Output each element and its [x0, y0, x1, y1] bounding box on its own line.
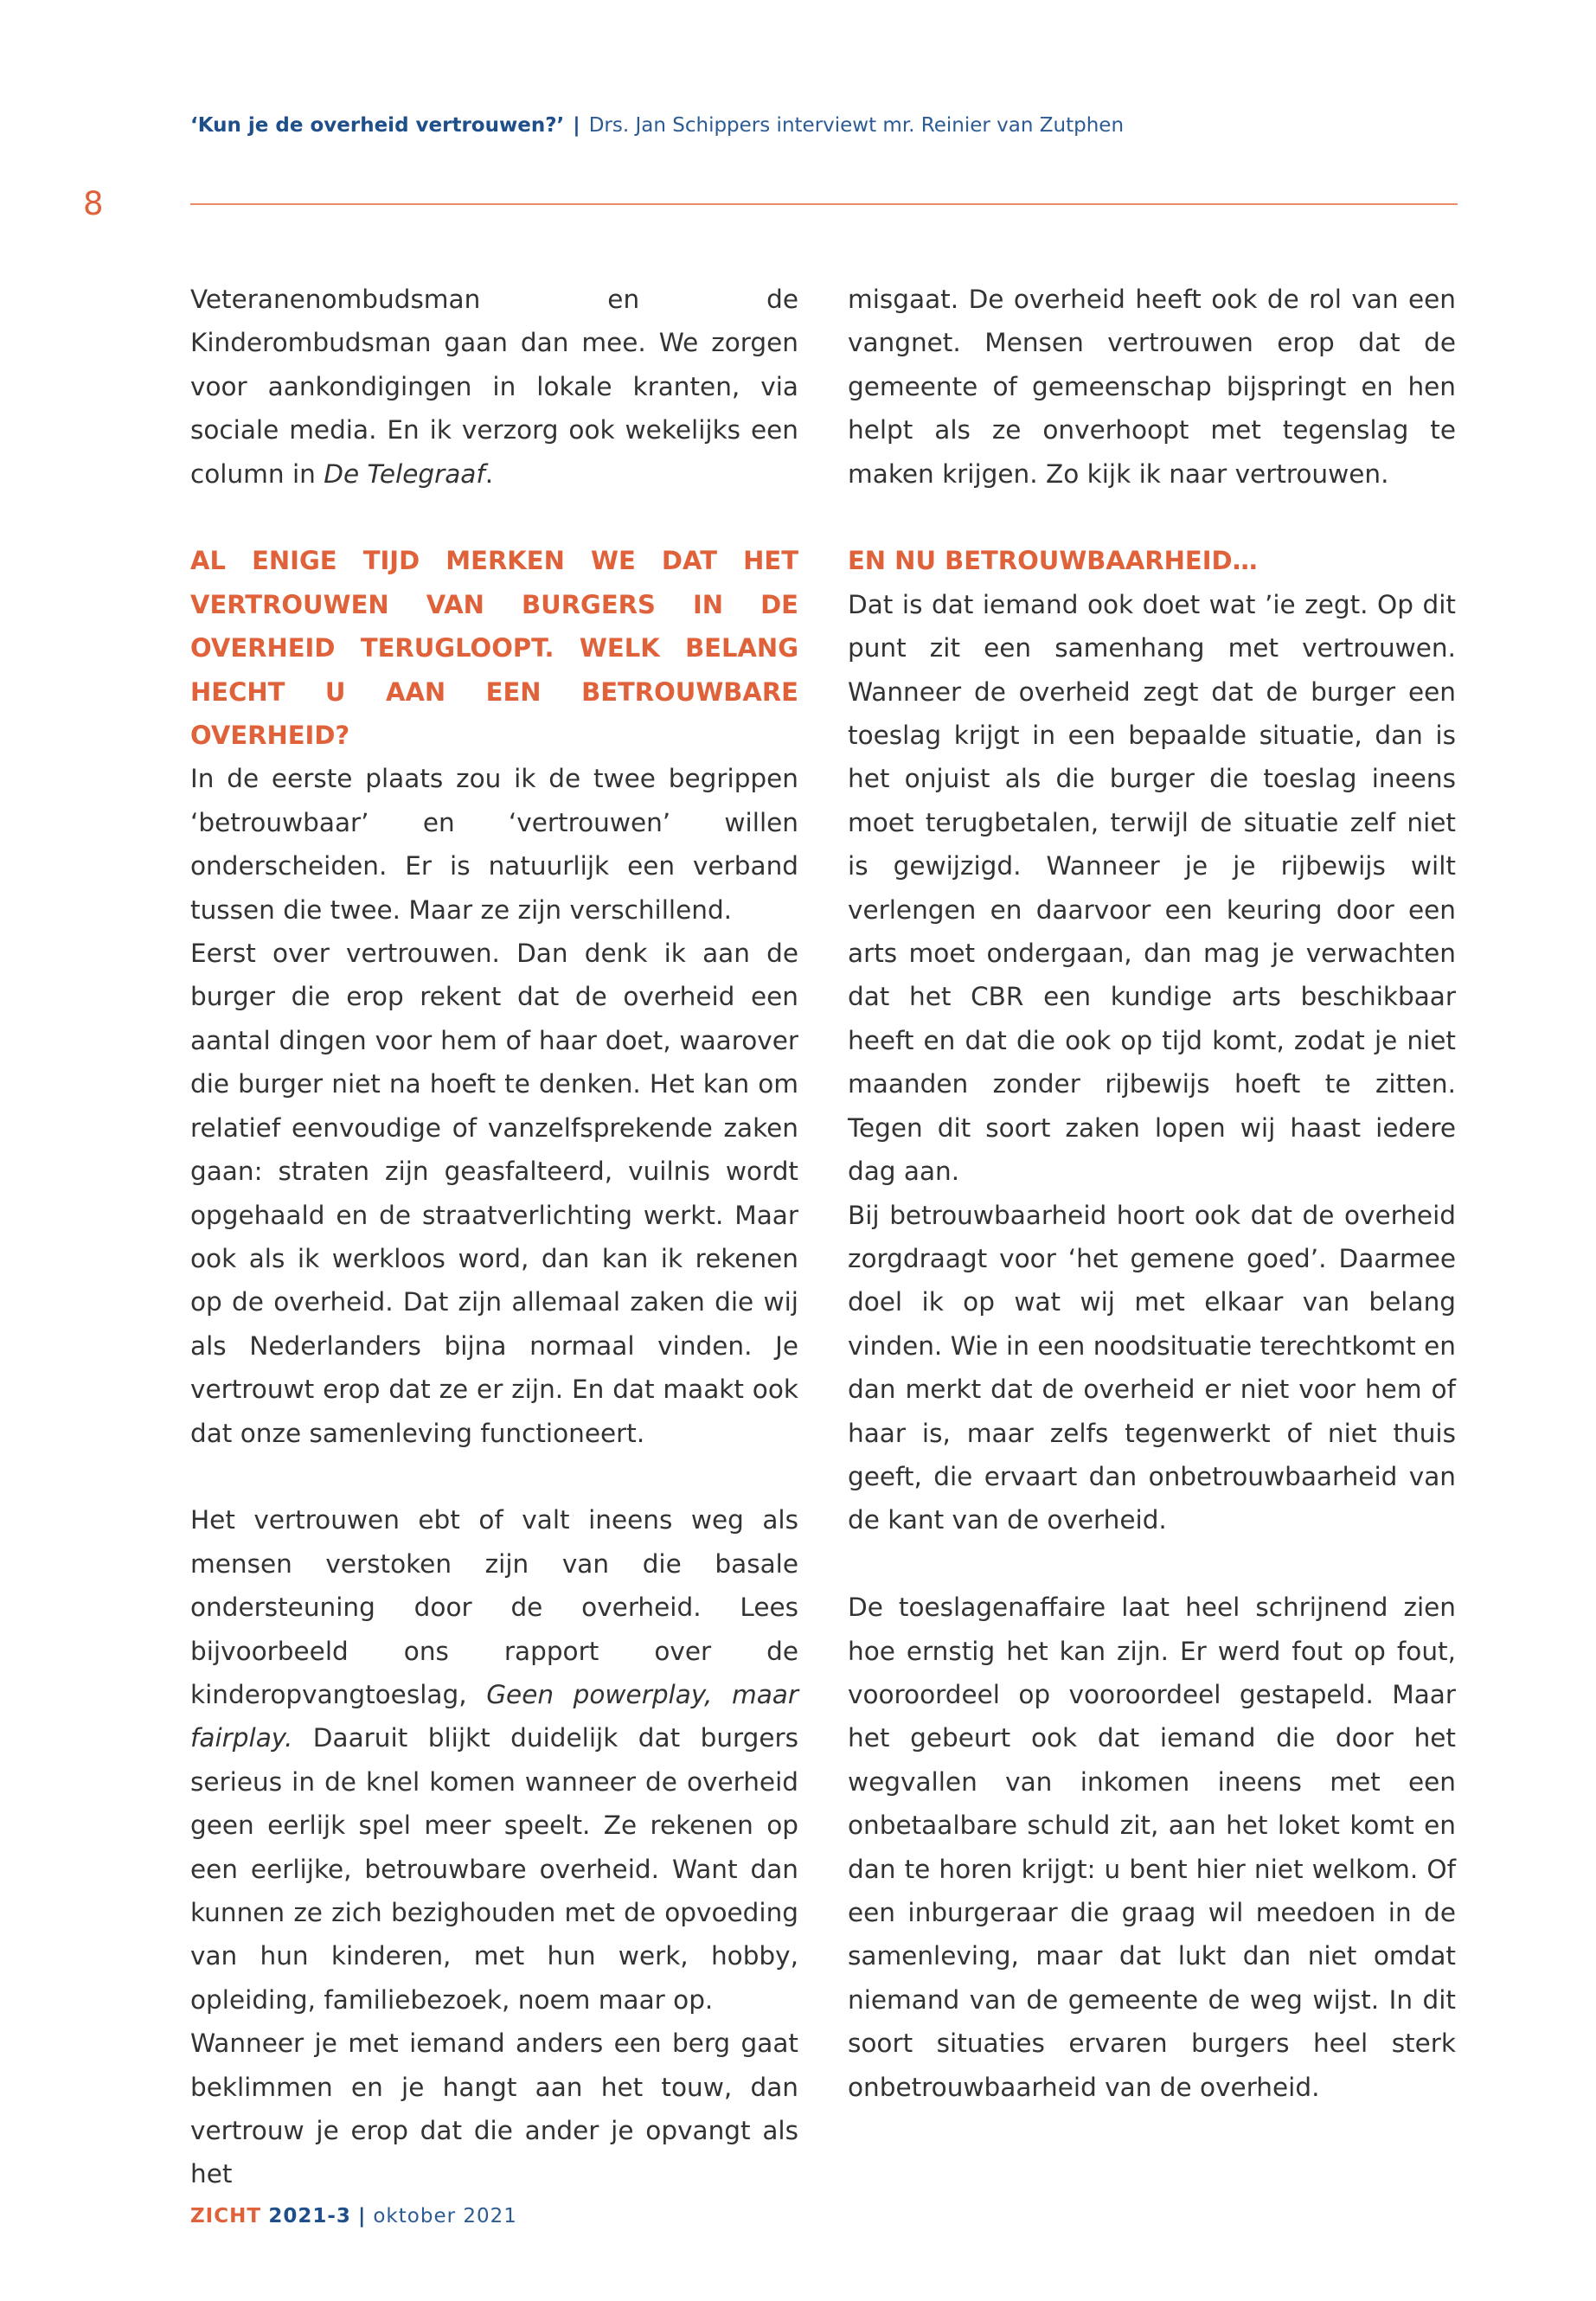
paragraph: Eerst over vertrouwen. Dan denk ik aan de burger die erop rekent dat de overheid een aantal dingen voor hem of haar doet, waarover die burger niet na hoeft te denken. Het kan om relatief eenvoudige of vanzelfsprekende zaken gaan: straten zijn geasfalteerd, vuilnis wordt opgehaald en de straatverlichting werkt. Maar ook als ik werkloos word, dan kan ik rekenen op de overheid. Dat zijn allemaal zaken die wij als Nederlanders bijna normaal vinden. Je vertrouwt erop dat ze er zijn. En dat maakt ook dat onze samenleving functioneert. [190, 939, 798, 1448]
header-separator: | [573, 114, 580, 137]
left-column [190, 278, 798, 2196]
article-title: ‘Kun je de overheid vertrouwen?’ [190, 114, 565, 137]
text-run: Daaruit blijkt duidelijk dat burgers serieus in de knel komen wanneer de overheid geen eerlijk spel meer speelt. Ze rekenen op een eerlijke, betrouwbare overheid. Want dan kunnen ze zich bezighouden met de opvoeding van hun kinderen, met hun werk, hobby, opleiding, familiebezoek, noem maar op. [190, 1723, 798, 2015]
paragraph [190, 1498, 798, 2022]
paragraph: Bij betrouwbaarheid hoort ook dat de overheid zorgdraagt voor ‘het gemene goed’. Daarmee doel ik op wat wij met elkaar van belang vinden. Wie in een noodsituatie terechtkomt en dan merkt dat de overheid er niet voor hem of haar is, maar zelfs tegenwerkt of niet thuis geeft, die ervaart dan onbetrouwbaarheid van de kant van de overheid. [848, 1200, 1456, 1535]
publication-title: De Telegraaf [324, 458, 485, 489]
page-footer [190, 2205, 517, 2227]
section-heading: EN NU BETROUWBAARHEID… [848, 546, 1258, 576]
paragraph: Dat is dat iemand ook doet wat ’ie zegt. Op dit punt zit een samenhang met vertrouwen. Wanneer de overheid zegt dat de burger een toeslag krijgt in een bepaalde situatie, dan is het onjuist als die burger die toeslag ineens moet terugbetalen, terwijl de situatie zelf niet is gewijzigd. Wanneer je je rijbewijs wilt verlengen en daarvoor een keuring door een arts moet ondergaan, dan mag je verwachten dat het CBR een kundige arts beschikbaar heeft en dat die ook op tijd komt, zodat je niet maanden zonder rijbewijs hoeft te zitten. Tegen dit soort zaken lopen wij haast iedere dag aan. [848, 589, 1456, 1187]
report-title: Geen powerplay, maar fairplay. [190, 1679, 798, 1753]
interview-question: AL ENIGE TIJD MERKEN WE DAT HET VERTROUWEN VAN BURGERS IN DE OVERHEID TERUGLOOPT. WELK BELANG HECHT U AAN EEN BETROUWBARE OVERHEID? [190, 546, 798, 751]
running-header [190, 114, 1124, 137]
right-column [848, 278, 1456, 2109]
magazine-name: ZICHT [190, 2205, 262, 2227]
page-number: 8 [83, 185, 104, 222]
text-run: . [484, 458, 494, 489]
paragraph: Wanneer je met iemand anders een berg gaat beklimmen en je hangt aan het touw, dan vertrouw je erop dat die ander je opvangt als het [190, 2029, 798, 2189]
paragraph: In de eerste plaats zou ik de twee begrippen ‘betrouwbaar’ en ‘vertrouwen’ willen onderscheiden. Er is natuurlijk een verband tussen die twee. Maar ze zijn verschillend. [190, 764, 798, 925]
footer-separator: | [357, 2205, 367, 2227]
text-run: Het vertrouwen ebt of valt ineens weg als mensen verstoken zijn van die basale ondersteuning door de overheid. Lees bijvoorbeeld ons rapport over de kinderopvangtoeslag, [190, 1505, 798, 1709]
paragraph [190, 278, 798, 496]
text-run: Veteranenombudsman en de Kinderombudsman gaan dan mee. We zorgen voor aankondigingen in lokale kranten, via sociale media. En ik verzorg ook wekelijks een column in [190, 285, 798, 489]
article-byline: Drs. Jan Schippers interviewt mr. Reinier van Zutphen [588, 114, 1125, 137]
paragraph: misgaat. De overheid heeft ook de rol van een vangnet. Mensen vertrouwen erop dat de gemeente of gemeenschap bijspringt en hen helpt als ze onverhoopt met tegenslag te maken krijgen. Zo kijk ik naar vertrouwen. [848, 285, 1456, 489]
issue-date: oktober 2021 [373, 2205, 517, 2227]
paragraph: De toeslagenaffaire laat heel schrijnend zien hoe ernstig het kan zijn. Er werd fout op fout, vooroordeel op vooroordeel gestapeld. Maar het gebeurt ook dat iemand die door het wegvallen van inkomen ineens met een onbetaalbare schuld zit, aan het loket komt en dan te horen krijgt: u bent hier niet welkom. Of een inburgeraar die graag wil meedoen in de samenleving, maar dat lukt dan niet omdat niemand van de gemeente de weg wijst. In dit soort situaties ervaren burgers heel sterk onbetrouwbaarheid van de overheid. [848, 1593, 1456, 2102]
issue-number: 2021-3 [268, 2205, 351, 2227]
header-divider [190, 203, 1458, 205]
